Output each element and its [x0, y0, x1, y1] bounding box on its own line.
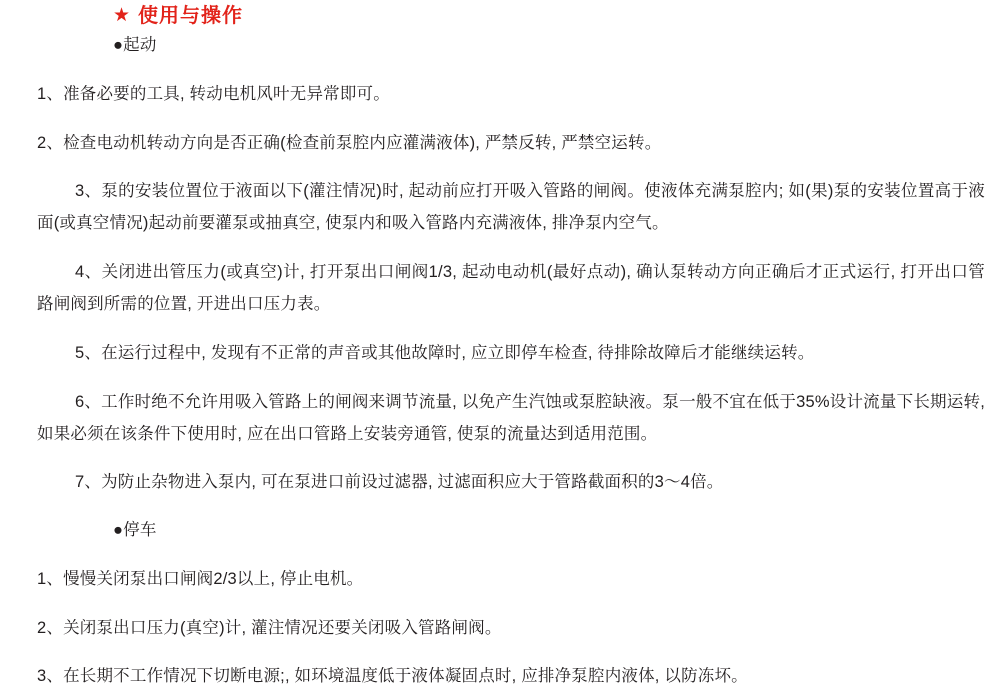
- page-title: 使用与操作: [138, 5, 244, 27]
- star-icon: ★: [113, 4, 131, 26]
- paragraph-startup-7: 7、为防止杂物进入泵内, 可在泵进口前设过滤器, 过滤面积应大于管路截面积的3～4倍。: [75, 473, 724, 492]
- subsection-heading-shutdown: ●停车: [113, 521, 157, 540]
- subsection-heading-startup: ●起动: [113, 36, 157, 54]
- paragraph-shutdown-2: 2、关闭泵出口压力(真空)计, 灌注情况还要关闭吸入管路闸阀。: [37, 618, 502, 637]
- paragraph-startup-1: 1、准备必要的工具, 转动电机风叶无异常即可。: [37, 84, 390, 103]
- paragraph-startup-3: 3、泵的安装位置位于液面以下(灌注情况)时, 起动前应打开吸入管路的闸阀。使液体充满泵腔内; 如(果)泵的安装位置高于液面(或真空情况)起动前要灌泵或抽真空, 使泵内和吸入管路内充满液体, 排净泵内空气。: [37, 182, 985, 233]
- section-heading: [0, 0, 1005, 30]
- paragraph-startup-5: 5、在运行过程中, 发现有不正常的声音或其他故障时, 应立即停车检查, 待排除故障后才能继续运转。: [75, 343, 815, 362]
- paragraph-startup-4: 4、关闭进出管压力(或真空)计, 打开泵出口闸阀1/3, 起动电动机(最好点动), 确认泵转动方向正确后才正式运行, 打开出口管路闸阀到所需的位置, 开进出口压力表。: [37, 263, 985, 314]
- paragraph-startup-6: 6、工作时绝不允许用吸入管路上的闸阀来调节流量, 以免产生汽蚀或泵腔缺液。泵一般不宜在低于35%设计流量下长期运转, 如果必须在该条件下使用时, 应在出口管路上安装旁通管, 使泵的流量达到适用范围。: [37, 392, 985, 443]
- paragraph-shutdown-1: 1、慢慢关闭泵出口闸阀2/3以上, 停止电机。: [37, 569, 364, 588]
- paragraph-shutdown-3: 3、在长期不工作情况下切断电源;, 如环境温度低于液体凝固点时, 应排净泵腔内液体, 以防冻坏。: [37, 667, 748, 686]
- paragraph-startup-2: 2、检查电动机转动方向是否正确(检查前泵腔内应灌满液体), 严禁反转, 严禁空运转。: [37, 133, 662, 152]
